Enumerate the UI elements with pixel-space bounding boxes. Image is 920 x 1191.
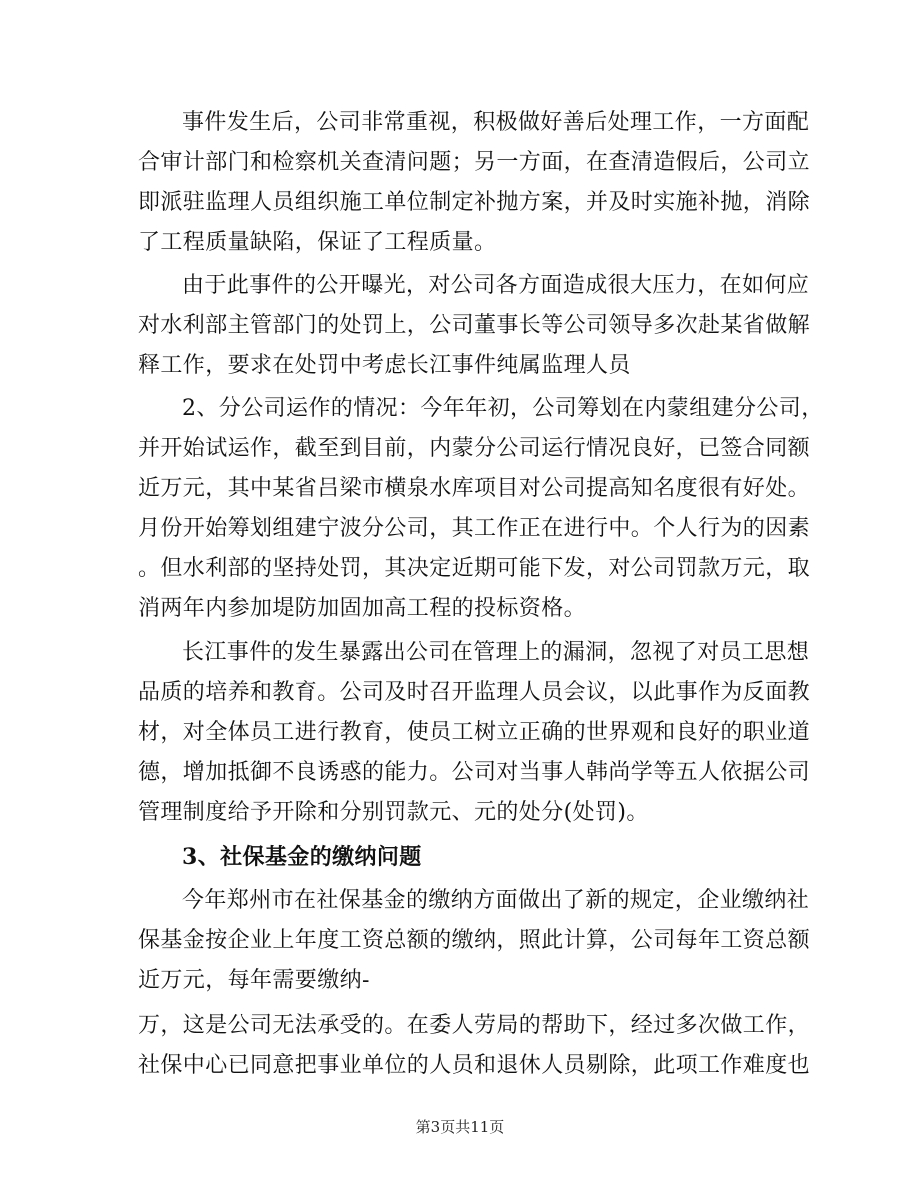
paragraph-line: 万，这是公司无法承受的。在委人劳局的帮助下，经过多次做工作， <box>138 1013 811 1038</box>
paragraph-line: 社保中心已同意把事业单位的人员和退休人员剔除，此项工作难度也 <box>138 1053 811 1078</box>
paragraph-line: 消两年内参加堤防加固加高工程的投标资格。 <box>138 596 587 621</box>
paragraph-line: 了工程质量缺陷，保证了工程质量。 <box>138 230 497 255</box>
page-number: 第3页共11页 <box>415 1118 505 1136</box>
paragraph-line: 今年郑州市在社保基金的缴纳方面做出了新的规定，企业缴纳社 <box>182 888 810 913</box>
section-heading: 3、社保基金的缴纳问题 <box>182 844 422 870</box>
paragraph-line: 由于此事件的公开曝光，对公司各方面造成很大压力，在如何应 <box>182 273 810 298</box>
paragraph-line: 近万元，每年需要缴纳- <box>138 968 370 993</box>
paragraph-line: 。但水利部的坚持处罚，其决定近期可能下发，对公司罚款万元，取 <box>138 556 811 581</box>
paragraph-line: 并开始试运作，截至到目前，内蒙分公司运行情况良好，已签合同额 <box>138 436 811 461</box>
paragraph-line: 保基金按企业上年度工资总额的缴纳，照此计算，公司每年工资总额 <box>138 928 811 953</box>
paragraph-line: 释工作，要求在处罚中考虑长江事件纯属监理人员 <box>138 353 631 378</box>
paragraph-line: 对水利部主管部门的处罚上，公司董事长等公司领导多次赴某省做解 <box>138 313 811 338</box>
paragraph-line: 事件发生后，公司非常重视，积极做好善后处理工作，一方面配 <box>182 110 810 135</box>
paragraph-line: 管理制度给予开除和分别罚款元、元的处分(处罚)。 <box>138 800 649 825</box>
paragraph-line: 材，对全体员工进行教育，使员工树立正确的世界观和良好的职业道 <box>138 720 811 745</box>
paragraph-line: 即派驻监理人员组织施工单位制定补抛方案，并及时实施补抛，消除 <box>138 190 811 215</box>
paragraph-line: 近万元，其中某省吕梁市横泉水库项目对公司提高知名度很有好处。 <box>138 476 811 501</box>
paragraph-line: 月份开始筹划组建宁波分公司，其工作正在进行中。个人行为的因素 <box>138 516 811 541</box>
paragraph-line: 合审计部门和检察机关查清问题；另一方面，在查清造假后，公司立 <box>138 150 811 175</box>
paragraph-line: 2、分公司运作的情况：今年年初，公司筹划在内蒙组建分公司， <box>182 396 824 421</box>
paragraph-line: 德，增加抵御不良诱惑的能力。公司对当事人韩尚学等五人依据公司 <box>138 760 811 785</box>
paragraph-line: 品质的培养和教育。公司及时召开监理人员会议，以此事作为反面教 <box>138 680 811 705</box>
paragraph-line: 长江事件的发生暴露出公司在管理上的漏洞，忽视了对员工思想 <box>182 640 810 665</box>
